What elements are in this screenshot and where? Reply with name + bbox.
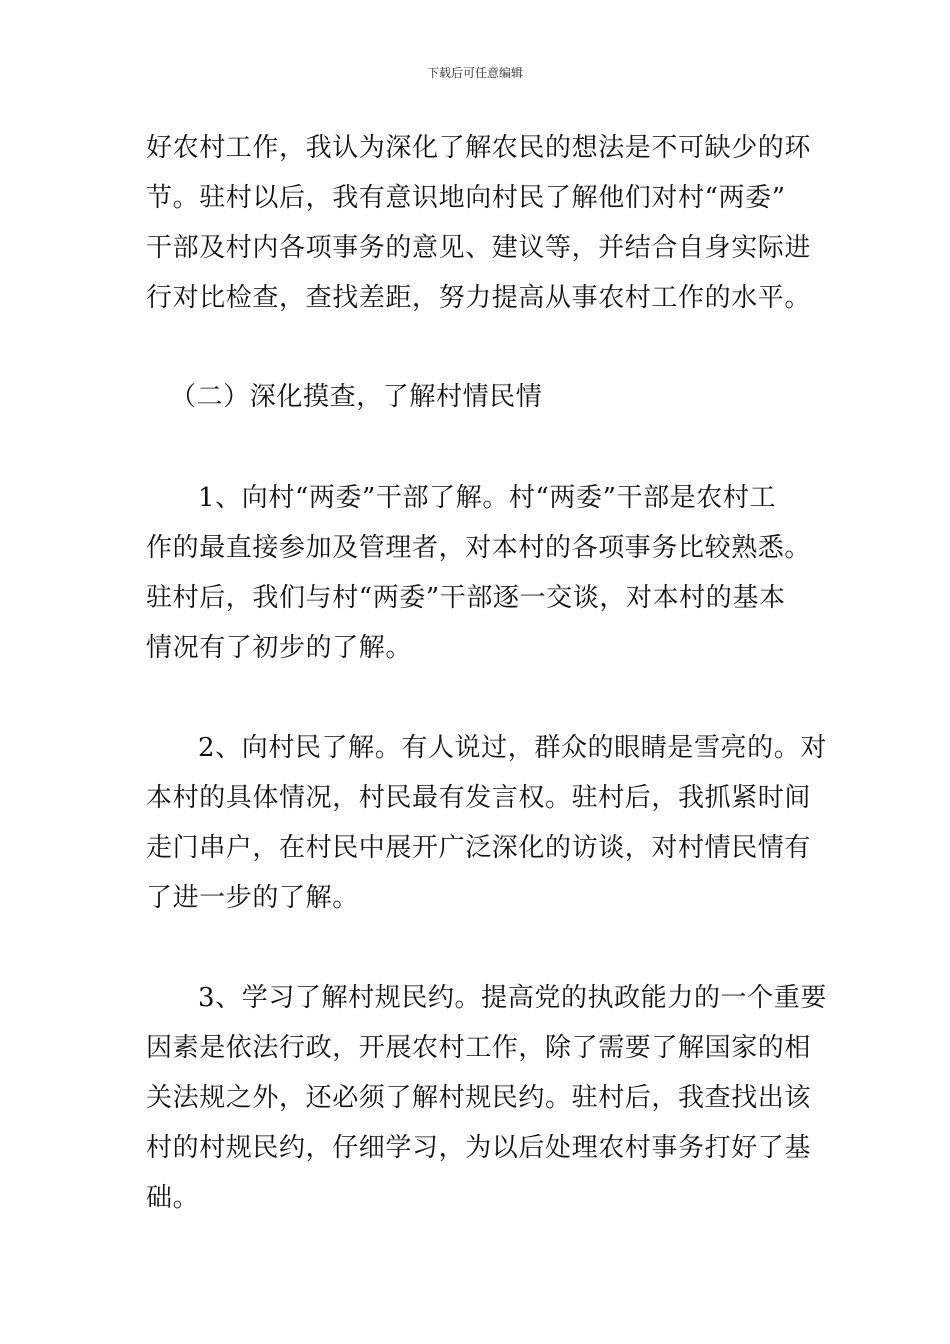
paragraph-1-line-4: 行对比检查，查找差距，努力提高从事农村工作的水平。 <box>146 283 812 313</box>
paragraph-5-line-1: 3、学习了解村规民约。提高党的执政能力的一个重要 <box>198 983 827 1013</box>
paragraph-3-line-2: 作的最直接参加及管理者，对本村的各项事务比较熟悉。 <box>146 533 812 563</box>
paragraph-3-line-4: 情况有了初步的了解。 <box>146 633 413 663</box>
section-heading: （二）深化摸查，了解村情民情 <box>170 382 543 412</box>
paragraph-1-line-1: 好农村工作，我认为深化了解农民的想法是不可缺少的环 <box>146 133 812 163</box>
paragraph-3-line-1: 1、向村“两委”干部了解。村“两委”干部是农村工 <box>198 483 777 513</box>
paragraph-3-line-3: 驻村后，我们与村“两委”干部逐一交谈，对本村的基本 <box>146 583 786 613</box>
paragraph-5-line-5: 础。 <box>146 1183 200 1213</box>
paragraph-5-line-3: 关法规之外，还必须了解村规民约。驻村后，我查找出该 <box>146 1083 812 1113</box>
paragraph-1-line-2: 节。驻村以后，我有意识地向村民了解他们对村“两委” <box>146 183 786 213</box>
paragraph-1-line-3: 干部及村内各项事务的意见、建议等，并结合自身实际进 <box>146 233 812 263</box>
paragraph-5-line-2: 因素是依法行政，开展农村工作，除了需要了解国家的相 <box>146 1033 812 1063</box>
paragraph-5-line-4: 村的村规民约，仔细学习，为以后处理农村事务打好了基 <box>146 1133 812 1163</box>
paragraph-4-line-3: 走门串户，在村民中展开广泛深化的访谈，对村情民情有 <box>146 833 812 863</box>
paragraph-4-line-4: 了进一步的了解。 <box>146 883 359 913</box>
paragraph-4-line-2: 本村的具体情况，村民最有发言权。驻村后，我抓紧时间 <box>146 783 812 813</box>
page-header: 下载后可任意编辑 <box>426 66 523 80</box>
paragraph-4-line-1: 2、向村民了解。有人说过，群众的眼睛是雪亮的。对 <box>198 733 827 763</box>
